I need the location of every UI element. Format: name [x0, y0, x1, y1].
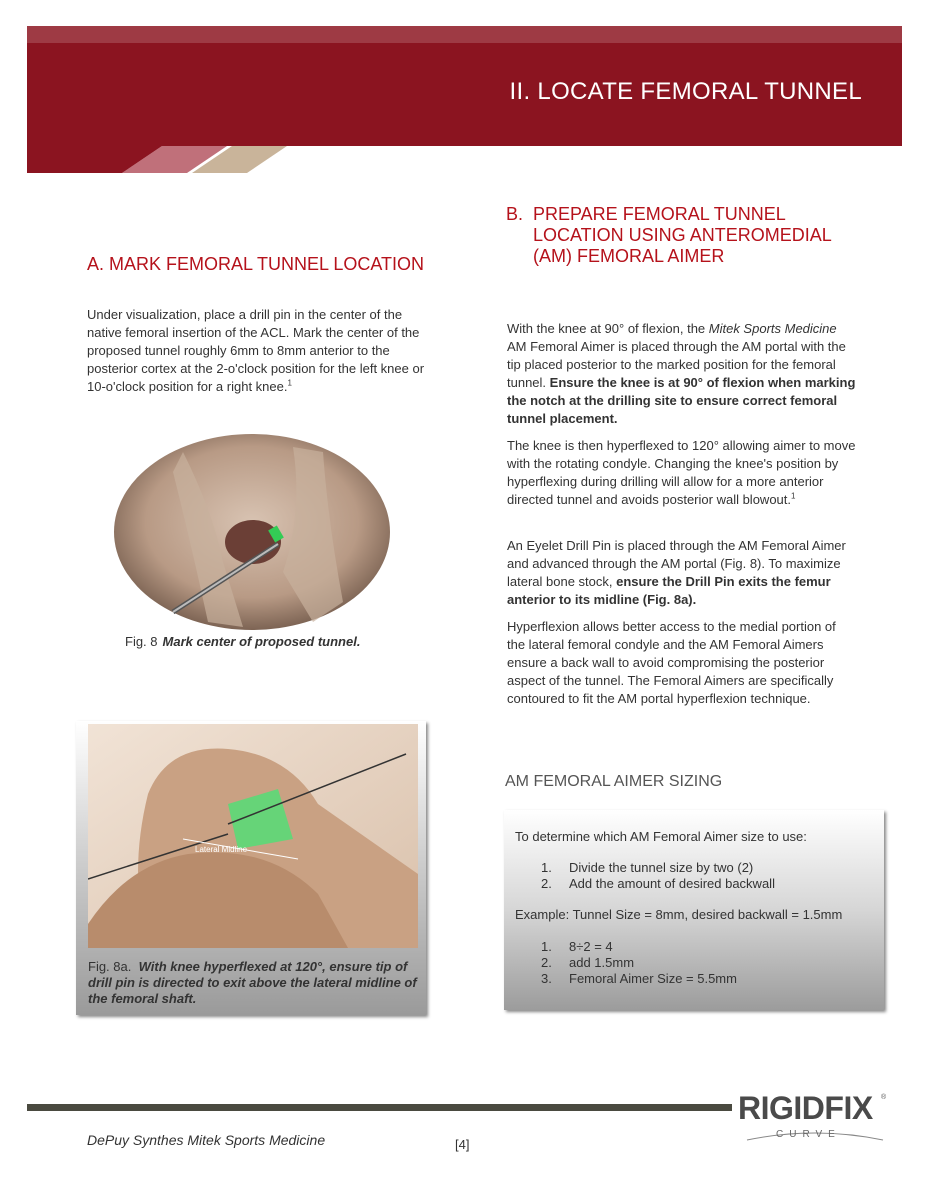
list-text: Divide the tunnel size by two (2) — [569, 860, 754, 875]
text-run: An Eyelet Drill Pin is placed through the AM Femoral Aimer and advanced through the AM portal (Fig. 8). To maximize lateral bone stock, — [507, 538, 846, 589]
lateral-midline-label: Lateral Midline — [195, 845, 248, 854]
section-a-text: Under visualization, place a drill pin in the center of the native femoral insertion of the ACL. Mark the center of the proposed tunnel roughly 6mm to 8mm anterior to the posterior cortex at the 2-o'clock position for the left knee or 10-o'clock position for a right knee. — [87, 307, 425, 394]
list-number: 2. — [541, 876, 552, 891]
sizing-steps-list — [541, 860, 775, 892]
sizing-example-list — [541, 939, 737, 987]
list-item — [541, 876, 775, 892]
list-number: 3. — [541, 971, 552, 986]
section-b-label: B. — [506, 204, 524, 224]
text-run: With the knee at 90° of flexion, the — [507, 321, 709, 336]
footer-company: DePuy Synthes Mitek Sports Medicine — [87, 1132, 326, 1148]
text-run-italic: Mitek Sports Medicine — [708, 321, 837, 336]
section-b-heading — [506, 204, 866, 267]
page-title: II. LOCATE FEMORAL TUNNEL — [509, 78, 862, 105]
list-text: Add the amount of desired backwall — [569, 876, 775, 891]
section-b-heading-line: LOCATION USING ANTEROMEDIAL — [533, 225, 832, 245]
fig8-label: Fig. 8 — [125, 634, 158, 649]
section-b-paragraph — [507, 437, 857, 509]
list-item — [541, 971, 737, 987]
footer-divider — [27, 1104, 732, 1111]
header-accent-graphic — [27, 146, 287, 173]
section-b-paragraph — [507, 320, 857, 428]
brand-logo: RIGIDFIX — [738, 1090, 873, 1126]
fig8-arthroscopy-image — [113, 432, 391, 632]
brand-registered-mark: ® — [881, 1094, 887, 1101]
list-text: 8÷2 = 4 — [569, 939, 613, 954]
header-top-stripe — [27, 26, 902, 43]
list-item — [541, 860, 775, 876]
sizing-heading: AM FEMORAL AIMER SIZING — [505, 773, 723, 790]
text-run: The knee is then hyperflexed to 120° allowing aimer to move with the rotating condyle. Changing the knee's position by hyperflexing during drilling will allow for a more anterior directed tunnel and avoids posterior wall blowout. — [507, 438, 856, 507]
list-text: add 1.5mm — [569, 955, 635, 970]
fig8a-caption-text: With knee hyperflexed at 120°, ensure tip of drill pin is directed to exit above the lateral midline of the femoral shaft. — [88, 959, 417, 1006]
list-number: 2. — [541, 955, 552, 970]
brand-subtitle: CURVE — [776, 1129, 841, 1140]
footnote-ref: 1 — [791, 491, 796, 501]
list-number: 1. — [541, 939, 552, 954]
list-item — [541, 955, 737, 971]
section-b-paragraph — [507, 537, 857, 609]
section-b-heading-line: PREPARE FEMORAL TUNNEL — [533, 204, 786, 224]
section-b-heading-line: (AM) FEMORAL AIMER — [533, 246, 725, 266]
fig8-caption — [125, 634, 360, 649]
section-a-heading: A. MARK FEMORAL TUNNEL LOCATION — [87, 254, 425, 274]
fig8-caption-text: Mark center of proposed tunnel. — [162, 634, 361, 649]
header-banner — [27, 26, 902, 173]
fig8a-knee-image — [88, 724, 418, 948]
footnote-ref: 1 — [287, 378, 292, 388]
sizing-example: Example: Tunnel Size = 8mm, desired backwall = 1.5mm — [515, 907, 843, 922]
text-run-bold: Ensure the knee is at 90° of flexion when marking the notch at the drilling site to ensure correct femoral tunnel placement. — [507, 375, 856, 426]
section-b-paragraph: Hyperflexion allows better access to the medial portion of the lateral femoral condyle and the AM Femoral Aimers ensure a back wall to avoid compromising the posterior aspect of the tunnel. The Femoral Aimers are specifically contoured to fit the AM portal hyperflexion technique. — [507, 619, 836, 706]
section-a-body — [87, 306, 432, 396]
sizing-intro: To determine which AM Femoral Aimer size to use: — [515, 829, 807, 844]
text-run: AM Femoral Aimer is placed through the AM portal with the tip placed posterior to the marked position for the femoral tunnel. — [507, 339, 846, 390]
fig8a-label: Fig. 8a. — [88, 959, 132, 974]
list-text: Femoral Aimer Size = 5.5mm — [569, 971, 737, 986]
list-item — [541, 939, 737, 955]
text-run-bold: ensure the Drill Pin exits the femur anterior to its midline (Fig. 8a). — [507, 574, 831, 607]
page-number: [4] — [455, 1137, 470, 1152]
list-number: 1. — [541, 860, 552, 875]
fig8a-caption — [88, 959, 418, 1007]
